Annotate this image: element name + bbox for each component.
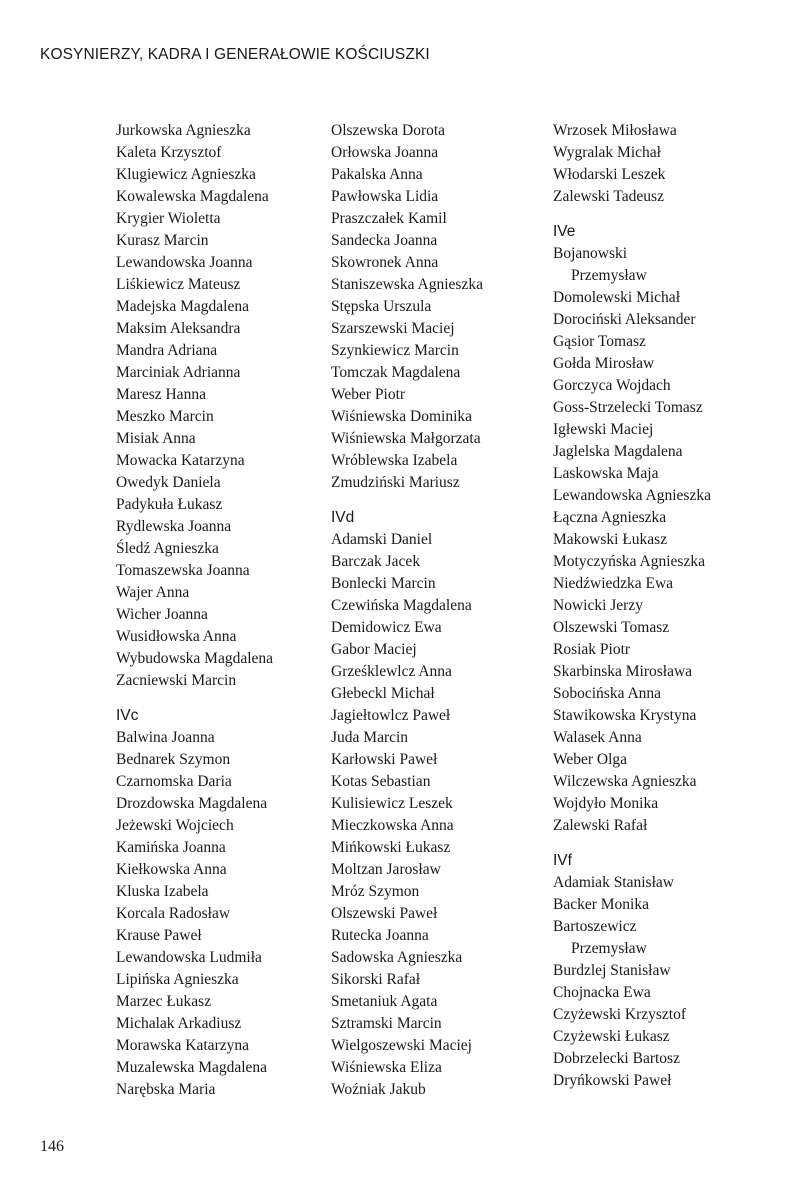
name-entry: Madejska Magdalena <box>116 298 249 315</box>
name-entry: Wielgoszewski Maciej <box>331 1037 472 1054</box>
name-entry: Dryńkowski Paweł <box>553 1072 672 1089</box>
name-entry: Czyżewski Łukasz <box>553 1028 670 1045</box>
name-entry: Mowacka Katarzyna <box>116 452 245 469</box>
name-entry: Walasek Anna <box>553 729 642 746</box>
name-entry: Mieczkowska Anna <box>331 817 454 834</box>
name-entry: Jaglelska Magdalena <box>553 443 683 460</box>
name-entry: Kurasz Marcin <box>116 232 209 249</box>
name-entry: Wajer Anna <box>116 584 190 601</box>
name-entry: Wiśniewska Dominika <box>331 408 473 425</box>
name-entry: Marzec Łukasz <box>116 993 212 1010</box>
name-entry: Karłowski Paweł <box>331 751 438 768</box>
name-entry: Gołda Mirosław <box>553 355 655 372</box>
name-entry: Wybudowska Magdalena <box>116 650 274 667</box>
name-entry: Jeżewski Wojciech <box>116 817 234 834</box>
name-entry: Bednarek Szymon <box>116 751 231 768</box>
name-entry: Wiśniewska Eliza <box>331 1059 442 1076</box>
name-entry: Przemysław <box>571 940 647 957</box>
name-entry: Wilczewska Agnieszka <box>553 773 697 790</box>
name-entry: Bonlecki Marcin <box>331 575 436 592</box>
name-entry: Bojanowski <box>553 245 628 262</box>
name-entry: Motyczyńska Agnieszka <box>553 553 705 570</box>
name-entry: Orłowska Joanna <box>331 144 439 161</box>
name-entry: Weber Olga <box>553 751 628 768</box>
name-entry: Czewińska Magdalena <box>331 597 472 614</box>
name-entry: Mróz Szymon <box>331 883 420 900</box>
name-entry: Backer Monika <box>553 896 649 913</box>
name-entry: Praszczałek Kamil <box>331 210 447 227</box>
name-entry: Rutecka Joanna <box>331 927 429 944</box>
name-entry: Marciniak Adrianna <box>116 364 241 381</box>
name-entry: Kotas Sebastian <box>331 773 431 790</box>
name-entry: Kaleta Krzysztof <box>116 144 222 161</box>
name-entry: Maresz Hanna <box>116 386 206 403</box>
name-entry: Muzalewska Magdalena <box>116 1059 268 1076</box>
name-entry: Maksim Aleksandra <box>116 320 241 337</box>
name-entry: Olszewska Dorota <box>331 122 446 139</box>
name-entry: Balwina Joanna <box>116 729 215 746</box>
name-entry: Sikorski Rafał <box>331 971 421 988</box>
name-entry: Makowski Łukasz <box>553 531 668 548</box>
name-entry: Wusidłowska Anna <box>116 628 237 645</box>
name-entry: Gąsior Tomasz <box>553 333 646 350</box>
name-entry: Skowronek Anna <box>331 254 439 271</box>
name-entry: Tomaszewska Joanna <box>116 562 250 579</box>
name-entry: Misiak Anna <box>116 430 196 447</box>
name-entry: Drozdowska Magdalena <box>116 795 268 812</box>
name-entry: Lewandowska Ludmiła <box>116 949 262 966</box>
name-entry: Klugiewicz Agnieszka <box>116 166 256 183</box>
name-entry: Stępska Urszula <box>331 298 432 315</box>
name-entry: Sztramski Marcin <box>331 1015 442 1032</box>
name-entry: Adamski Daniel <box>331 531 433 548</box>
name-entry: Dobrzelecki Bartosz <box>553 1050 680 1067</box>
name-entry: Demidowicz Ewa <box>331 619 442 636</box>
name-entry: Zacniewski Marcin <box>116 672 237 689</box>
name-entry: Kulisiewicz Leszek <box>331 795 453 812</box>
name-entry: Tomczak Magdalena <box>331 364 461 381</box>
name-entry: Staniszewska Agnieszka <box>331 276 483 293</box>
name-entry: Mandra Adriana <box>116 342 218 359</box>
name-entry: Zalewski Rafał <box>553 817 648 834</box>
name-entry: Łączna Agnieszka <box>553 509 667 526</box>
name-entry: Wiśniewska Małgorzata <box>331 430 481 447</box>
name-entry: Lewandowska Joanna <box>116 254 253 271</box>
name-entry: Liśkiewicz Mateusz <box>116 276 241 293</box>
name-entry: Korcala Radosław <box>116 905 231 922</box>
name-entry: Głebeckl Michał <box>331 685 435 702</box>
name-entry: Sobocińska Anna <box>553 685 662 702</box>
section-heading: IVd <box>331 509 355 526</box>
name-entry: Rydlewska Joanna <box>116 518 232 535</box>
name-entry: Chojnacka Ewa <box>553 984 651 1001</box>
name-entry: Szynkiewicz Marcin <box>331 342 459 359</box>
name-column-1 <box>116 120 331 1101</box>
name-entry: Goss-Strzelecki Tomasz <box>553 399 703 416</box>
name-entry: Lewandowska Agnieszka <box>553 487 711 504</box>
name-entry: Burdzlej Stanisław <box>553 962 671 979</box>
name-entry: Wojdyło Monika <box>553 795 659 812</box>
name-entry: Padykuła Łukasz <box>116 496 223 513</box>
name-entry: Michalak Arkadiusz <box>116 1015 242 1032</box>
name-entry: Czyżewski Krzysztof <box>553 1006 686 1023</box>
name-entry: Morawska Katarzyna <box>116 1037 249 1054</box>
name-entry: Laskowska Maja <box>553 465 659 482</box>
name-entry: Zmudziński Mariusz <box>331 474 460 491</box>
name-entry: Woźniak Jakub <box>331 1081 426 1098</box>
running-header: KOSYNIERZY, KADRA I GENERAŁOWIE KOŚCIUSZKI <box>40 46 430 63</box>
name-entry: Kluska Izabela <box>116 883 209 900</box>
name-entry: Pakalska Anna <box>331 166 423 183</box>
name-entry: Szarszewski Maciej <box>331 320 455 337</box>
name-entry: Lipińska Agnieszka <box>116 971 239 988</box>
name-entry: Domolewski Michał <box>553 289 680 306</box>
name-entry: Owedyk Daniela <box>116 474 221 491</box>
name-entry: Pawłowska Lidia <box>331 188 439 205</box>
name-entry: Przemysław <box>571 267 647 284</box>
name-entry: Kiełkowska Anna <box>116 861 227 878</box>
name-column-2 <box>331 120 546 1101</box>
name-entry: Niedźwiedzka Ewa <box>553 575 674 592</box>
name-entry: Włodarski Leszek <box>553 166 666 183</box>
name-entry: Grześklewlcz Anna <box>331 663 452 680</box>
name-entry: Wrzosek Miłosława <box>553 122 677 139</box>
name-entry: Moltzan Jarosław <box>331 861 441 878</box>
name-entry: Wicher Joanna <box>116 606 208 623</box>
name-entry: Krygier Wioletta <box>116 210 221 227</box>
name-entry: Smetaniuk Agata <box>331 993 438 1010</box>
name-entry: Dorociński Aleksander <box>553 311 696 328</box>
name-entry: Rosiak Piotr <box>553 641 631 658</box>
section-heading: IVe <box>553 223 576 240</box>
name-entry: Śledź Agnieszka <box>116 540 219 557</box>
name-entry: Mińkowski Łukasz <box>331 839 451 856</box>
section-heading: IVf <box>553 852 572 869</box>
name-entry: Weber Piotr <box>331 386 406 403</box>
page-number: 146 <box>40 1138 64 1155</box>
name-entry: Gorczyca Wojdach <box>553 377 671 394</box>
name-entry: Stawikowska Krystyna <box>553 707 697 724</box>
name-entry: Gabor Maciej <box>331 641 417 658</box>
name-entry: Wróblewska Izabela <box>331 452 458 469</box>
name-entry: Czarnomska Daria <box>116 773 232 790</box>
name-entry: Bartoszewicz <box>553 918 637 935</box>
name-entry: Skarbinska Mirosława <box>553 663 693 680</box>
name-entry: Olszewski Paweł <box>331 905 438 922</box>
name-entry: Sandecka Joanna <box>331 232 438 249</box>
name-entry: Kamińska Joanna <box>116 839 226 856</box>
name-entry: Juda Marcin <box>331 729 409 746</box>
name-entry: Adamiak Stanisław <box>553 874 674 891</box>
name-entry: Krause Paweł <box>116 927 202 944</box>
name-entry: Narębska Maria <box>116 1081 216 1098</box>
name-entry: Jurkowska Agnieszka <box>116 122 251 139</box>
name-entry: Kowalewska Magdalena <box>116 188 269 205</box>
name-entry: Nowicki Jerzy <box>553 597 643 614</box>
section-heading: IVc <box>116 707 139 724</box>
name-entry: Meszko Marcin <box>116 408 214 425</box>
name-entry: Jagiełtowlcz Paweł <box>331 707 451 724</box>
name-entry: Zalewski Tadeusz <box>553 188 664 205</box>
name-entry: Barczak Jacek <box>331 553 421 570</box>
name-entry: Sadowska Agnieszka <box>331 949 463 966</box>
name-column-3 <box>553 120 768 1092</box>
name-entry: Olszewski Tomasz <box>553 619 670 636</box>
name-entry: Wygralak Michał <box>553 144 661 161</box>
name-entry: Igłewski Maciej <box>553 421 654 438</box>
